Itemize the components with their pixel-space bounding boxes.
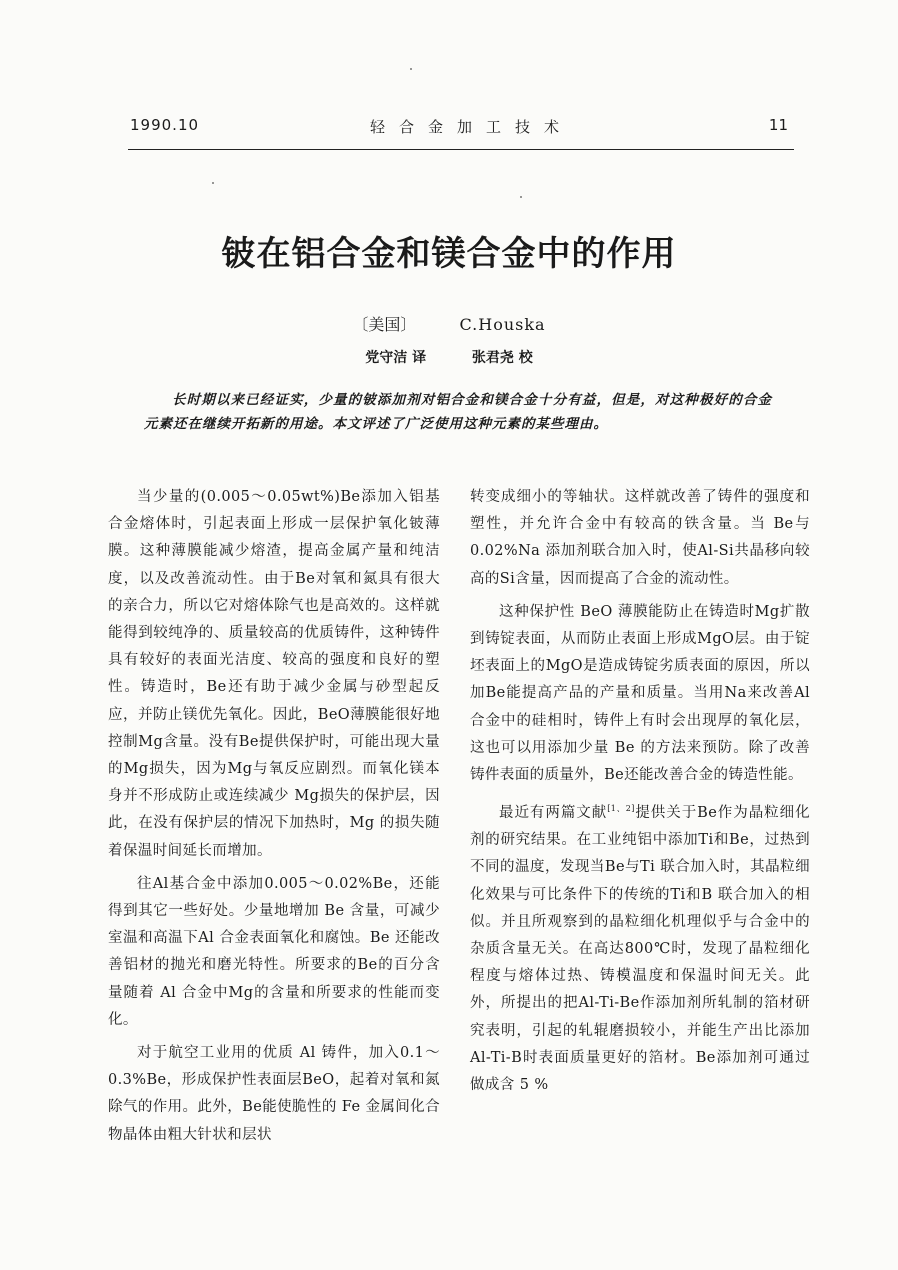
- paragraph-text: 提供关于Be作为晶粒细化剂的研究结果。在工业纯铝中添加Ti和Be，过热到不同的温度，发现当Be与Ti 联合加入时，其晶粒细化效果与可比条件下的传统的Ti和B 联合加入的相似。并且所观察到的晶粒细化机理似乎与合金中的杂质含量无关。在高达800℃时，发现了晶粒细化程度与熔体过热、铸模温度和保温时间无关。此外，所提出的把Al-Ti-Be作添加剂所轧制的箔材研究表明，引起的轧辊磨损较小，并能生产出比添加Al-Ti-B时表面质量更好的箔材。Be添加剂可通过做成含 5 %: [470, 805, 810, 1094]
- article-title: 铍在铝合金和镁合金中的作用: [221, 234, 677, 274]
- running-header: [130, 116, 790, 140]
- page-number: 11: [768, 116, 788, 134]
- paragraph: 往Al基合金中添加0.005～0.02%Be，还能得到其它一些好处。少量地增加 Be 含量，可减少室温和高温下Al 合金表面氧化和腐蚀。Be 还能改善铝材的抛光和磨光特性。所要求的Be的百分含量随着 Al 合金中Mg的含量和所要求的性能而变化。: [108, 875, 440, 1028]
- author-name: C.Houska: [459, 315, 546, 334]
- left-column: [108, 484, 440, 1155]
- author-line: [0, 312, 898, 335]
- scan-speck: [410, 68, 412, 70]
- header-rule: [128, 149, 794, 150]
- reference-marker: [1、2]: [607, 804, 635, 814]
- right-column: [470, 484, 810, 1105]
- issue-number: 1990.10: [130, 116, 200, 134]
- scan-speck: [212, 182, 214, 184]
- paragraph: 当少量的(0.005～0.05wt%)Be添加入铝基合金熔体时，引起表面上形成一层保护氧化铍薄膜。这种薄膜能减少熔渣，提高金属产量和纯洁度，以及改善流动性。由于Be对氧和氮具有很大的亲合力，所以它对熔体除气也是高效的。这样就能得到较纯净的、质量较高的优质铸件，这种铸件具有较好的表面光洁度、较高的强度和良好的塑性。铸造时，Be还有助于减少金属与砂型起反应，并防止镁优先氧化。因此，BeO薄膜能很好地控制Mg含量。没有Be提供保护时，可能出现大量的Mg损失，因为Mg与氧反应剧烈。而氧化镁本身并不形成防止或连续减少 Mg损失的保护层，因此，在没有保护层的情况下加热时，Mg 的损失随着保温时间延长而增加。: [108, 489, 440, 859]
- proofreader: 张君尧 校: [471, 350, 533, 366]
- paragraph-text: 最近有两篇文献: [499, 805, 608, 822]
- paragraph: 转变成细小的等轴状。这样就改善了铸件的强度和塑性，并允许合金中有较高的铁含量。当 Be与0.02%Na 添加剂联合加入时，使Al-Si共晶移向较高的Si含量，因而提高了合金的流动性。: [470, 489, 810, 587]
- translator: 党守洁 译: [365, 350, 427, 366]
- journal-name: 轻合金加工技术: [370, 118, 574, 136]
- author-country: 〔美国〕: [352, 315, 417, 334]
- translator-line: [0, 347, 898, 367]
- scan-speck: [520, 196, 522, 198]
- paragraph: 对于航空工业用的优质 Al 铸件，加入0.1～0.3%Be，形成保护性表面层BeO，起着对氧和氮除气的作用。此外，Be能使脆性的 Fe 金属间化合物晶体由粗大针状和层状: [108, 1045, 440, 1143]
- abstract: 长时期以来已经证实，少量的铍添加剂对铝合金和镁合金十分有益，但是，对这种极好的合金元素还在继续开拓新的用途。本文评述了广泛使用这种元素的某些理由。: [144, 392, 772, 432]
- paragraph: [470, 795, 810, 1099]
- paragraph: 这种保护性 BeO 薄膜能防止在铸造时Mg扩散到铸锭表面，从而防止表面上形成MgO层。由于锭坯表面上的MgO是造成铸锭劣质表面的原因，所以加Be能提高产品的产量和质量。当用Na来改善Al合金中的硅相时，铸件上有时会出现厚的氧化层，这也可以用添加少量 Be 的方法来预防。除了改善铸件表面的质量外，Be还能改善合金的铸造性能。: [470, 603, 810, 784]
